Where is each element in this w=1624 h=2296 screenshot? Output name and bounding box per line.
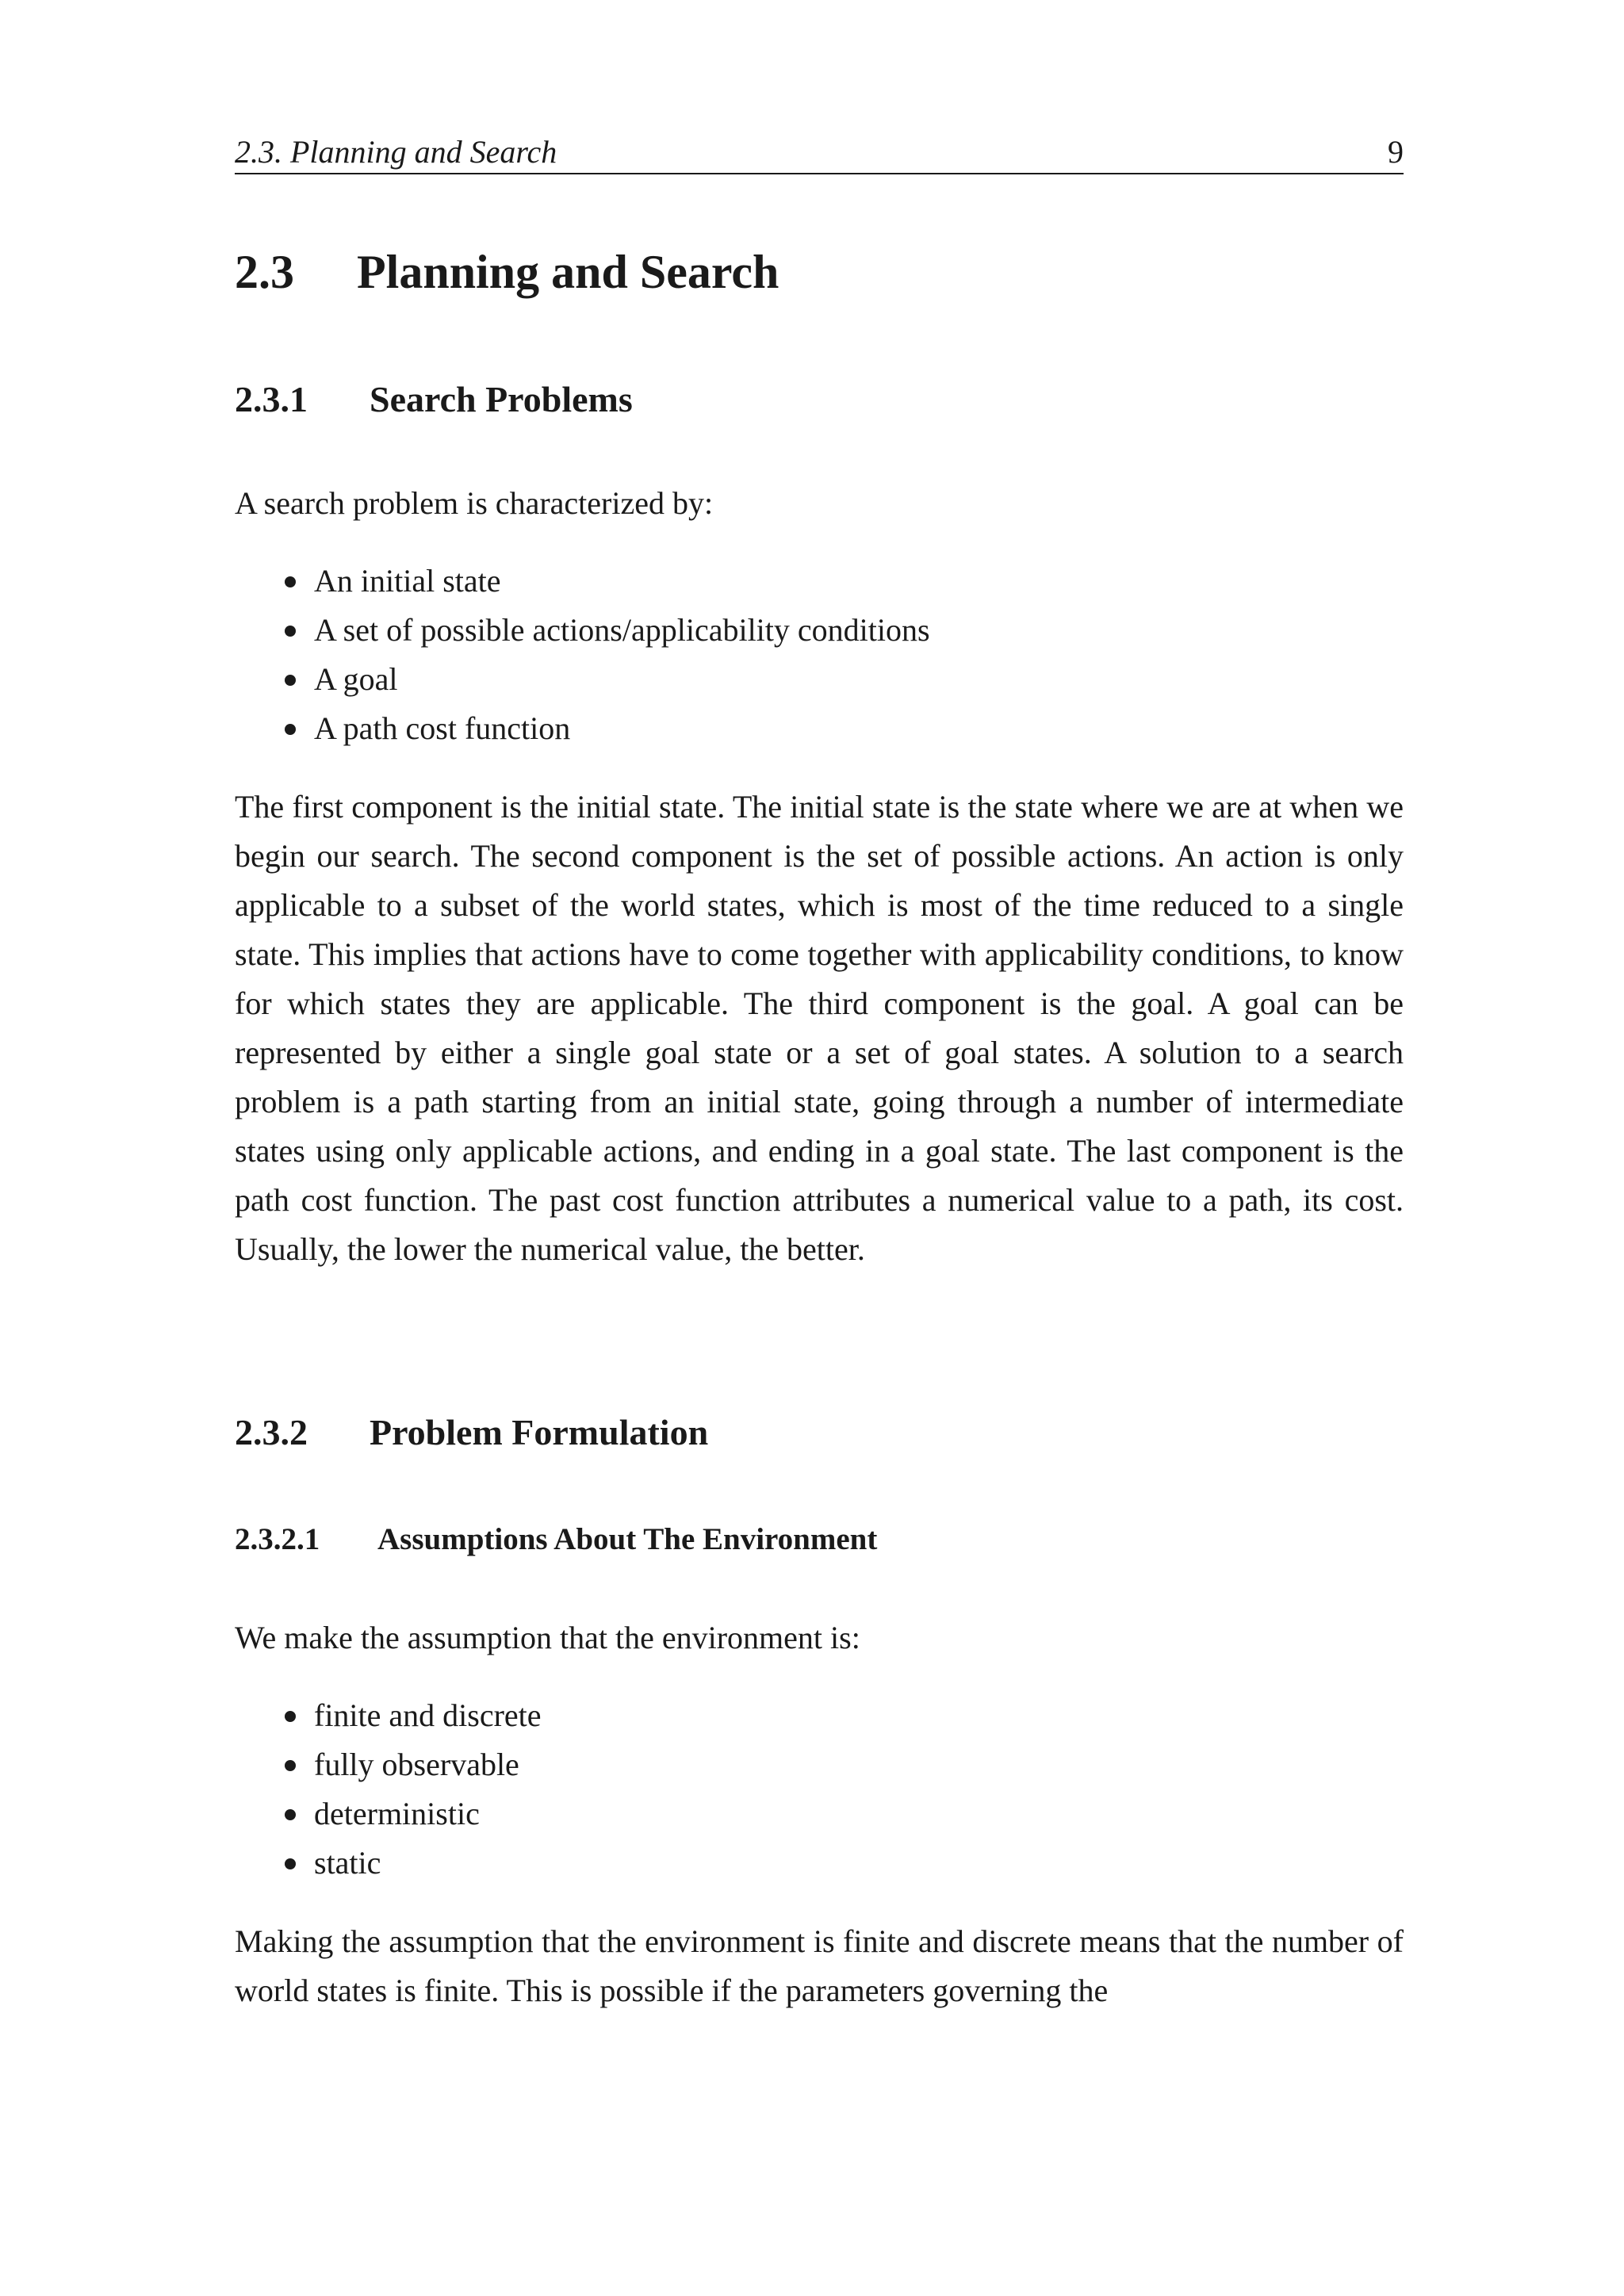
subsection-heading-problem-formulation bbox=[235, 1409, 708, 1456]
bullet-icon bbox=[285, 724, 296, 735]
subsection-number: 2.3.1 bbox=[235, 379, 308, 419]
bullet-icon bbox=[285, 1858, 296, 1869]
bullet-icon bbox=[285, 626, 296, 637]
search-problem-intro: A search problem is characterized by: bbox=[235, 485, 714, 521]
section-number: 2.3 bbox=[235, 246, 294, 298]
running-header bbox=[235, 132, 1404, 174]
list-item: An initial state bbox=[235, 557, 1404, 606]
bullet-icon bbox=[285, 675, 296, 686]
subsection-title: Problem Formulation bbox=[370, 1412, 709, 1452]
list-item: finite and discrete bbox=[235, 1691, 1404, 1740]
environment-assumptions-list bbox=[235, 1691, 1404, 1888]
section-title: Planning and Search bbox=[357, 246, 779, 298]
bullet-icon bbox=[285, 1809, 296, 1820]
section-heading bbox=[235, 242, 779, 302]
assumptions-paragraph: Making the assumption that the environment is finite and discrete means that the number of world states is finite. This is possible if the parameters governing the bbox=[235, 1923, 1404, 2008]
search-problem-paragraph: The first component is the initial state. The initial state is the state where we are at when we begin our search. The second component is the set of possible actions. An action is only applicable to a subset of the world states, which is most of the time reduced to a single state. This implies that actions have to come together with applicability conditions, to know for which states they are applicable. The third component is the goal. A goal can be represented by either a single goal state or a set of goal states. A solution to a search problem is a path starting from an initial state, going through a number of intermediate states using only applicable actions, and ending in a goal state. The last component is the path cost function. The past cost function attributes a numerical value to a path, its cost. Usually, the lower the numerical value, the better. bbox=[235, 789, 1404, 1267]
subsubsection-heading-assumptions bbox=[235, 1520, 877, 1559]
list-item: A set of possible actions/applicability conditions bbox=[235, 606, 1404, 655]
bullet-icon bbox=[285, 1760, 296, 1771]
list-item: A path cost function bbox=[235, 704, 1404, 753]
bullet-icon bbox=[285, 1711, 296, 1722]
page-number: 9 bbox=[1388, 134, 1404, 170]
subsubsection-title: Assumptions About The Environment bbox=[377, 1522, 878, 1556]
subsection-title: Search Problems bbox=[370, 379, 633, 419]
list-item: fully observable bbox=[235, 1740, 1404, 1789]
bullet-icon bbox=[285, 576, 296, 587]
subsection-heading-search-problems bbox=[235, 376, 633, 423]
running-header-title: 2.3. Planning and Search bbox=[235, 134, 557, 170]
assumptions-intro: We make the assumption that the environment is: bbox=[235, 1620, 860, 1655]
subsubsection-number: 2.3.2.1 bbox=[235, 1522, 320, 1556]
list-item: A goal bbox=[235, 655, 1404, 704]
subsection-number: 2.3.2 bbox=[235, 1412, 308, 1452]
list-item: deterministic bbox=[235, 1789, 1404, 1839]
list-item: static bbox=[235, 1839, 1404, 1888]
search-problem-components-list bbox=[235, 557, 1404, 753]
